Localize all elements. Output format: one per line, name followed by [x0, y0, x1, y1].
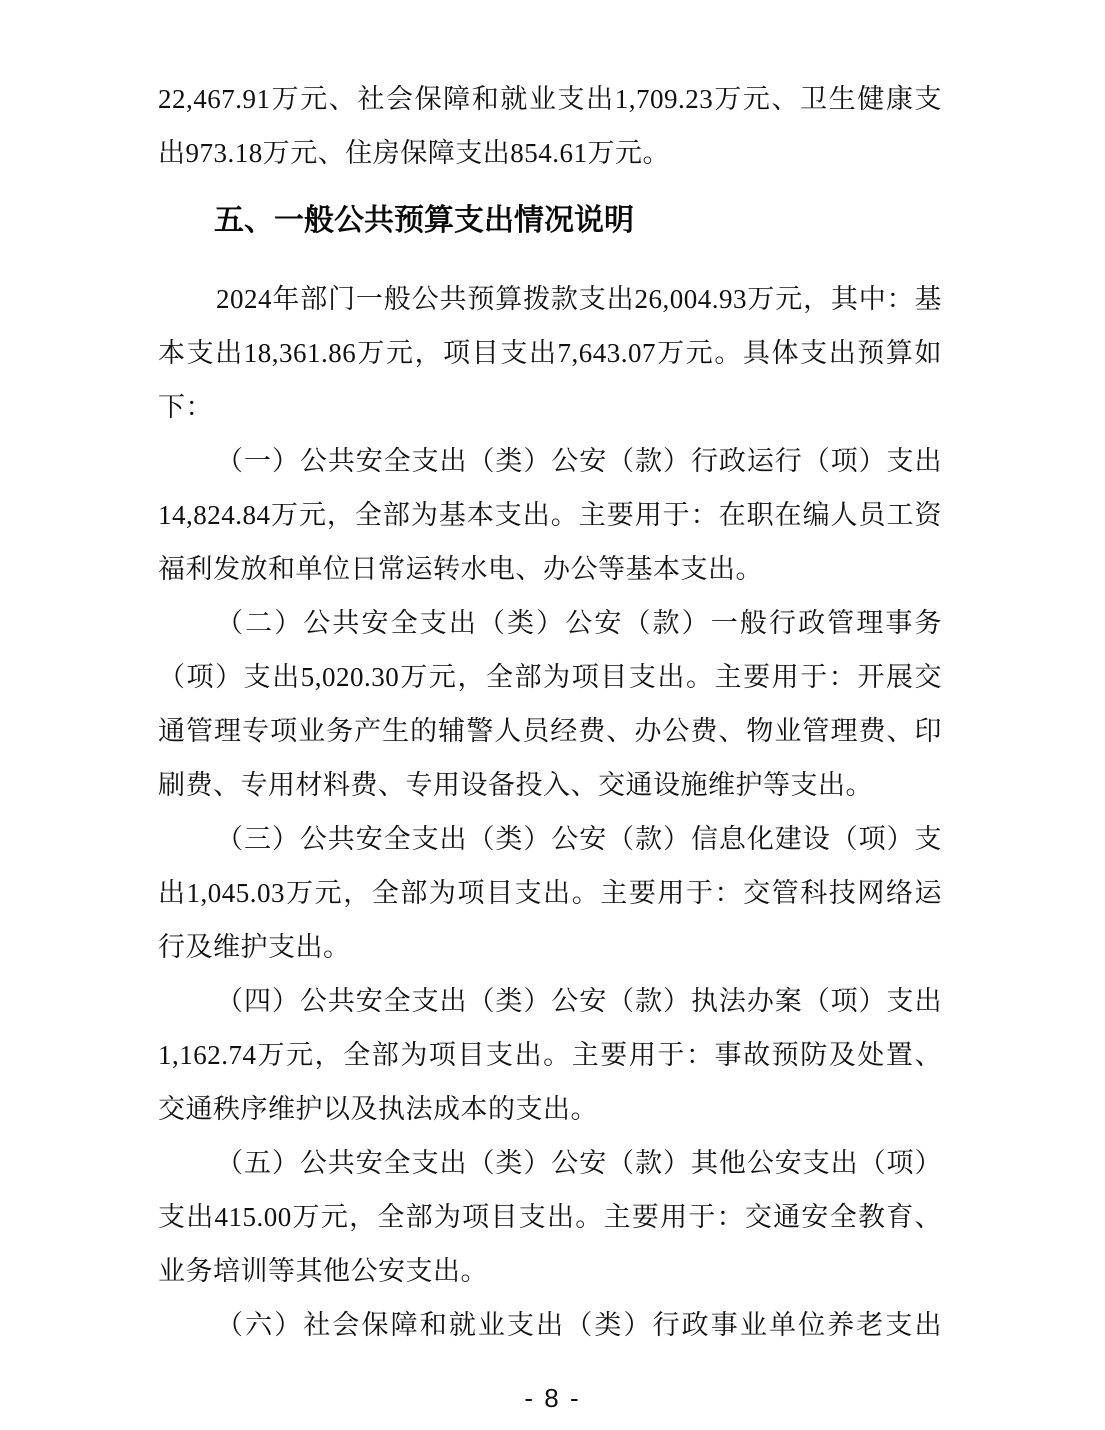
- text-line: （一）公共安全支出（类）公安（款）行政运行（项）支出: [216, 446, 942, 476]
- text-line: （三）公共安全支出（类）公安（款）信息化建设（项）支: [216, 824, 942, 854]
- text-line: 1,162.74万元，全部为项目支出。主要用于：事故预防及处置、: [158, 1040, 942, 1070]
- text-line: 福利发放和单位日常运转水电、办公等基本支出。: [158, 554, 763, 584]
- text-line: 2024年部门一般公共预算拨款支出26,004.93万元，其中：基: [216, 284, 942, 314]
- text-line: 支出415.00万元，全部为项目支出。主要用于：交通安全教育、: [158, 1202, 942, 1232]
- text-line: 本支出18,361.86万元，项目支出7,643.07万元。具体支出预算如: [158, 338, 942, 368]
- text-line: （六）社会保障和就业支出（类）行政事业单位养老支出: [216, 1310, 942, 1340]
- page-number: - 8 -: [524, 1383, 581, 1413]
- text-line: 交通秩序维护以及执法成本的支出。: [158, 1094, 598, 1124]
- text-line: 14,824.84万元，全部为基本支出。主要用于：在职在编人员工资: [158, 500, 942, 530]
- document-body: [158, 72, 942, 1352]
- text-line: 刷费、专用材料费、专用设备投入、交通设施维护等支出。: [158, 770, 873, 800]
- text-line: （五）公共安全支出（类）公安（款）其他公安支出（项）: [216, 1148, 942, 1178]
- text-line: （四）公共安全支出（类）公安（款）执法办案（项）支出: [216, 986, 942, 1016]
- section-heading: 五、一般公共预算支出情况说明: [214, 204, 634, 237]
- text-line: 出973.18万元、住房保障支出854.61万元。: [158, 138, 670, 168]
- text-line: 22,467.91万元、社会保障和就业支出1,709.23万元、卫生健康支: [158, 84, 942, 114]
- text-line: （二）公共安全支出（类）公安（款）一般行政管理事务: [216, 608, 942, 638]
- text-line: 下：: [158, 392, 213, 422]
- text-line: （项）支出5,020.30万元，全部为项目支出。主要用于：开展交: [158, 662, 942, 692]
- text-line: 业务培训等其他公安支出。: [158, 1256, 488, 1286]
- text-line: 通管理专项业务产生的辅警人员经费、办公费、物业管理费、印: [158, 716, 942, 746]
- text-line: 行及维护支出。: [158, 932, 351, 962]
- text-line: 出1,045.03万元，全部为项目支出。主要用于：交管科技网络运: [158, 878, 942, 908]
